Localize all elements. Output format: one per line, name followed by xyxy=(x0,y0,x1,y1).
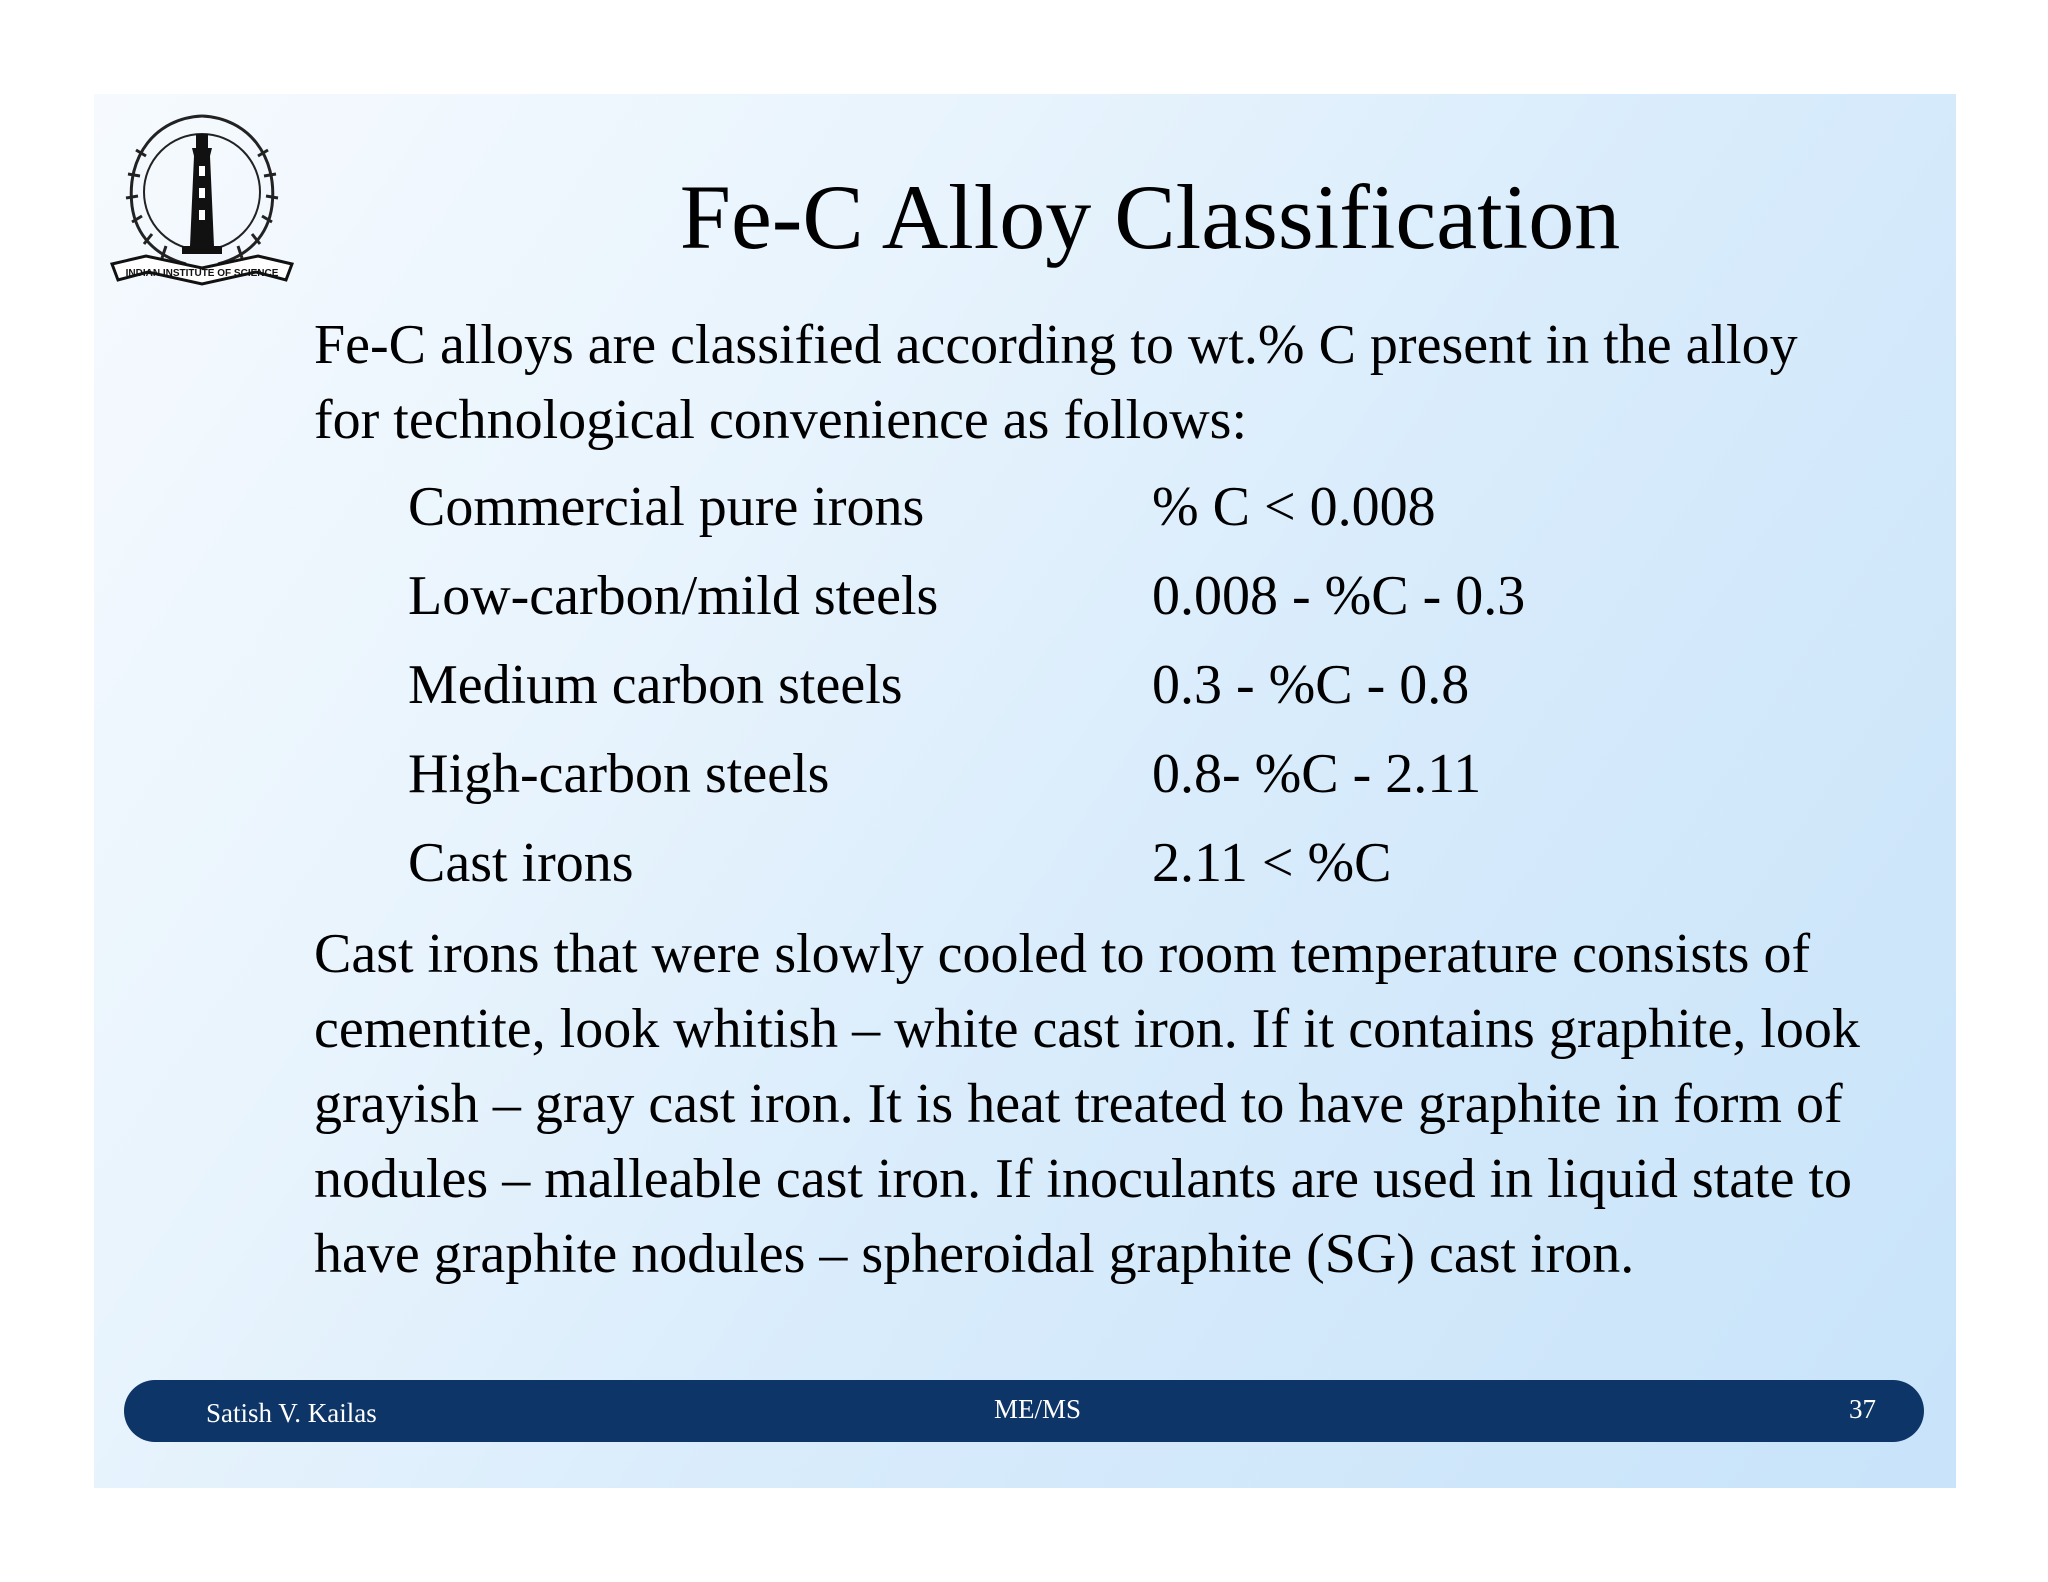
footer-bar xyxy=(124,1380,1924,1442)
cast-iron-paragraph: Cast irons that were slowly cooled to room temperature consists of cementite, look whitish – white cast iron. If it contains graphite, look grayish – gray cast iron. It is heat treated to have graphite in form of nodules – malleable cast iron. If inoculants are used in liquid state to have graphite nodules – spheroidal graphite (SG) cast iron. xyxy=(314,923,1860,1285)
classification-row xyxy=(408,559,1708,648)
alloy-name: Low-carbon/mild steels xyxy=(408,565,939,627)
classification-row xyxy=(408,826,1708,915)
alloy-name: Medium carbon steels xyxy=(408,654,903,716)
footer-author: Satish V. Kailas xyxy=(206,1398,377,1428)
classification-row xyxy=(408,470,1708,559)
carbon-range: 0.8- %C - 2.11 xyxy=(1152,743,1482,805)
footer-department: ME/MS xyxy=(994,1394,1082,1424)
slide-title: Fe-C Alloy Classification xyxy=(679,166,1621,268)
logo-banner-text: INDIAN INSTITUTE OF SCIENCE xyxy=(125,268,279,279)
classification-row xyxy=(408,648,1708,737)
page-number: 37 xyxy=(1849,1394,1876,1424)
intro-paragraph: Fe-C alloys are classified according to wt.% C present in the alloy for technological convenience as follows: xyxy=(314,314,1798,451)
institute-logo xyxy=(106,96,298,286)
carbon-range: % C < 0.008 xyxy=(1152,476,1436,538)
carbon-range: 0.3 - %C - 0.8 xyxy=(1152,654,1470,716)
alloy-name: Cast irons xyxy=(408,832,634,894)
classification-table xyxy=(408,470,1708,915)
carbon-range: 2.11 < %C xyxy=(1152,832,1392,894)
alloy-name: High-carbon steels xyxy=(408,743,830,805)
carbon-range: 0.008 - %C - 0.3 xyxy=(1152,565,1526,627)
classification-row xyxy=(408,737,1708,826)
alloy-name: Commercial pure irons xyxy=(408,476,925,538)
